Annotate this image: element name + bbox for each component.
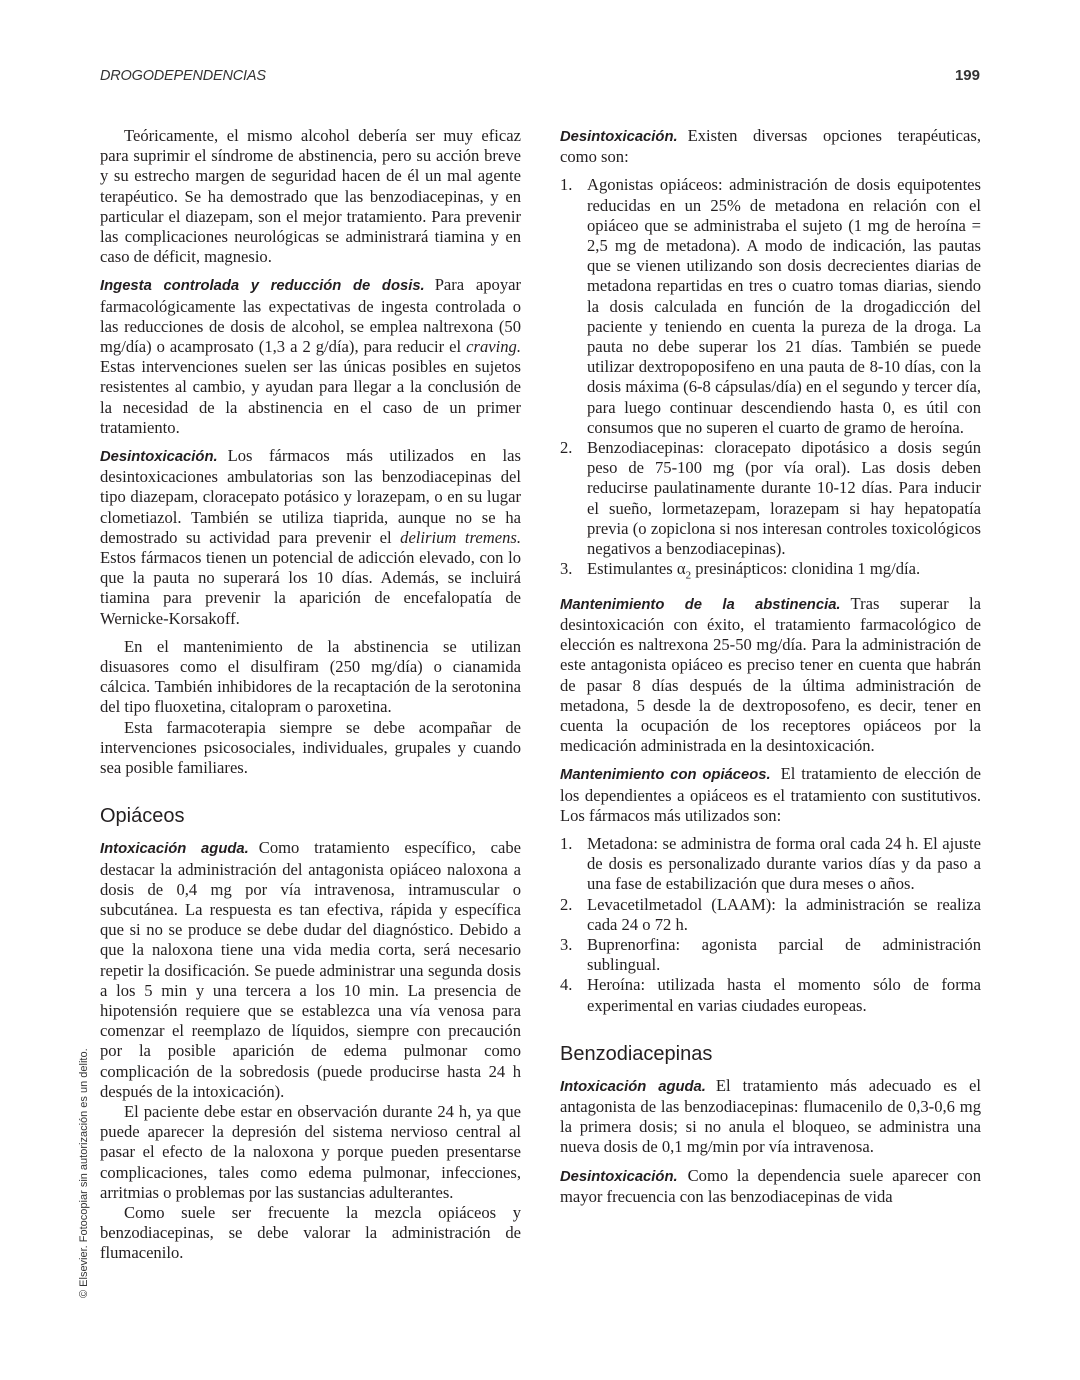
list-number: 1.: [560, 834, 573, 854]
paragraph: Esta farmacoterapia siempre se debe acompañar de intervenciones psicosociales, individuales, grupales y cuando sea posible familiares.: [100, 717, 521, 778]
paragraph-text: Los fármacos más utilizados en las desintoxicaciones ambulatorias son las benzodiacepinas del tipo diazepam, cloracepato potásico y lorazepam, o en su lugar clometiazol. También se utiliza tiaprida, aunque no se ha demostrado su actividad para prevenir el: [100, 446, 521, 547]
list-number: 3.: [560, 935, 573, 955]
list-item: [560, 935, 981, 975]
paragraph: [560, 764, 981, 826]
list-number: 4.: [560, 975, 573, 995]
paragraph-text: El tratamiento de elección de los dependientes a opiáceos es el tratamiento con sustitutivos. Los fármacos más utilizados son:: [560, 764, 981, 825]
paragraph-lead: Desintoxicación.: [560, 1168, 678, 1185]
list-text: Levacetilmetadol (LAAM): la administración se realiza cada 24 o 72 h.: [587, 894, 981, 934]
paragraph: [560, 1166, 981, 1207]
list-text: Buprenorfina: agonista parcial de administración sublingual.: [587, 935, 981, 975]
list-number: 3.: [560, 559, 573, 579]
paragraph-text: Tras superar la desintoxicación con éxito, el tratamiento farmacológico de elección es naltrexona 25-50 mg/día. Para la administración de este antagonista opiáceo es preciso tener en cuenta que habrán de pasar 8 días después de la última administración de metadona, 5 desde la de dextroposofeno, es decir, tener en cuenta la ocupación de los receptores opiáceos por la medicación administrada en la desintoxicación.: [560, 593, 981, 756]
paragraph: [100, 446, 521, 629]
subscript: 2: [685, 569, 692, 582]
paragraph: [100, 838, 521, 1102]
section-heading: Opiáceos: [100, 805, 185, 828]
paragraph: El paciente debe estar en observación durante 24 h, ya que puede aparecer la depresión del sistema nervioso central al pasar el efecto de la naloxona y porque pueden presentarse complicaciones, tales como edema pulmonar, infecciones, arritmias o problemas por las sustancias adulterantes.: [100, 1101, 521, 1202]
paragraph: [560, 1076, 981, 1158]
numbered-list: [560, 834, 981, 1016]
list-text: Estimulantes α: [587, 559, 686, 579]
emphasis: craving.: [466, 337, 521, 357]
paragraph-lead: Desintoxicación.: [560, 129, 678, 145]
paragraph-lead: Mantenimiento de la abstinencia.: [560, 596, 841, 613]
paragraph-text: Como la dependencia suele aparecer con mayor frecuencia con las benzodiacepinas de vida: [560, 1165, 981, 1206]
paragraph: [560, 126, 981, 167]
paragraph-lead: Intoxicación aguda.: [100, 841, 249, 858]
paragraph: [100, 275, 521, 438]
list-number: 2.: [560, 894, 573, 914]
paragraph-lead: Intoxicación aguda.: [560, 1078, 706, 1095]
copyright-notice: © Elsevier. Fotocopiar sin autorización es un delito.: [78, 1048, 90, 1298]
page-number: 199: [954, 67, 980, 84]
paragraph-text: Como tratamiento específico, cabe destacar la administración del antagonista opiáceo naloxona a dosis de 0,4 mg por vía intravenosa, intramuscular o subcutánea. La respuesta es tan efectiva, rápida y específica que si no se produce se debe dudar del diagnóstico. Debido a que la naloxona tiene una vida media corta, será necesario repetir la dosificación. Se puede administrar una segunda dosis a los 5 min y una tercera a los 10 min. La presencia de hipotensión requiere que se establezca una vía venosa para comenzar el reemplazo de líquidos, siempre con precaución por la posible aparición de edema pulmonar como complicación de la sobredosis (puede producirse hasta 24 h después de la intoxicación).: [100, 838, 521, 1101]
paragraph-lead: Desintoxicación.: [100, 449, 218, 466]
list-text: Agonistas opiáceos: administración de dosis equipotentes reducidas en un 25% de metadona en relación con el opiáceo que se administraba el sujeto (1 mg de heroína = 2,5 mg de metadona). A modo de indicación, las pautas que se vienen utilizando son dosis decrecientes diarias de metadona repartidas en tres o cuatro tomas diarias, siendo la dosis calculada en función de la drogadicción del paciente y teniendo en cuenta la pureza de la droga. La pauta no debe superar los 21 días. También se puede utilizar dextropoposifeno en una pauta de 8-10 días, con la dosis máxima (6-8 cápsulas/día) en el segundo y tercer día, para luego continuar descendiendo hasta 0, es útil con consumos que no superen el cuarto de gramo de heroína.: [587, 175, 981, 437]
list-item: [560, 895, 981, 935]
paragraph-text: Para apoyar farmacológicamente las expectativas de ingesta controlada o las reducciones de dosis de alcohol, se emplea naltrexona (50 mg/día) o acamprosato (1,3 a 2 g/día), para reducir el: [100, 275, 522, 357]
emphasis: delirium tremens.: [400, 527, 521, 547]
paragraph-text: Estas intervenciones suelen ser las únicas posibles en sujetos resistentes al cambio, y ayudan para llegar a la conclusión de la necesidad de la abstinencia en el caso de un primer tratamiento.: [100, 357, 521, 437]
paragraph: Teóricamente, el mismo alcohol debería ser muy eficaz para suprimir el síndrome de abstinencia, pero su acción breve y su estrecho margen de seguridad hacen de él un mal agente terapéutico. Se ha demostrado que las benzodiacepinas, y en particular el diazepam, son el mejor tratamiento. Para prevenir las complicaciones neurológicas se administrará tiamina y en caso de déficit, magnesio.: [100, 126, 521, 267]
list-item: [560, 834, 981, 895]
list-number: 2.: [560, 438, 573, 458]
list-text: presinápticos: clonidina 1 mg/día.: [691, 559, 921, 579]
paragraph-text: Existen diversas opciones terapéuticas, como son:: [560, 126, 981, 167]
list-item: [560, 438, 981, 559]
right-column: [560, 126, 981, 1215]
list-text: Benzodiacepinas: cloracepato dipotásico a dosis según peso de 75-100 mg (por vía oral). Las dosis deben reducirse paulatinamente durante 10-12 días. Para inducir el sueño, lormetazepam, lorazepam si hay hepatopatía previa (o zopiclona si nos interesan controles toxicológicos negativos a benzodiacepinas).: [587, 438, 981, 559]
running-title: DROGODEPENDENCIAS: [100, 68, 266, 84]
list-number: 1.: [560, 175, 573, 195]
numbered-list: [560, 175, 981, 585]
list-item: [560, 975, 981, 1015]
paragraph-lead: Ingesta controlada y reducción de dosis.: [100, 278, 425, 295]
paragraph: Como suele ser frecuente la mezcla opiáceos y benzodiacepinas, se debe valorar la administración de flumacenilo.: [100, 1202, 521, 1263]
list-item: [560, 559, 981, 586]
paragraph-lead: Mantenimiento con opiáceos.: [560, 767, 771, 784]
paragraph: [560, 594, 981, 757]
paragraph-text: Estos fármacos tienen un potencial de adicción elevado, con lo que la pauta no superará los 10 días. Además, se incluirá tiamina para prevenir la aparición de encefalopatía de Wernicke-Korsakoff.: [100, 548, 521, 628]
list-item: [560, 175, 981, 438]
list-text: Heroína: utilizada hasta el momento sólo de forma experimental en varias ciudades europeas.: [587, 975, 981, 1015]
paragraph: En el mantenimiento de la abstinencia se utilizan disuasores como el disulfiram (250 mg/día) o cianamida cálcica. También inhibidores de la recaptación de la serotonina del tipo fluoxetina, citalopram o paroxetina.: [100, 636, 521, 717]
list-text: Metadona: se administra de forma oral cada 24 h. El ajuste de dosis es personalizado durante varios días y da paso a una fase de estabilización que dura meses o años.: [587, 834, 981, 894]
section-heading: Benzodiacepinas: [560, 1042, 713, 1065]
left-column: [100, 126, 521, 1264]
paragraph-text: El tratamiento más adecuado es el antagonista de las benzodiacepinas: flumacenilo de 0,3-0,6 mg la primera dosis; si no anula el bloqueo, se administra una nueva dosis de 0,1 mg/min por vía intravenosa.: [560, 1075, 981, 1157]
